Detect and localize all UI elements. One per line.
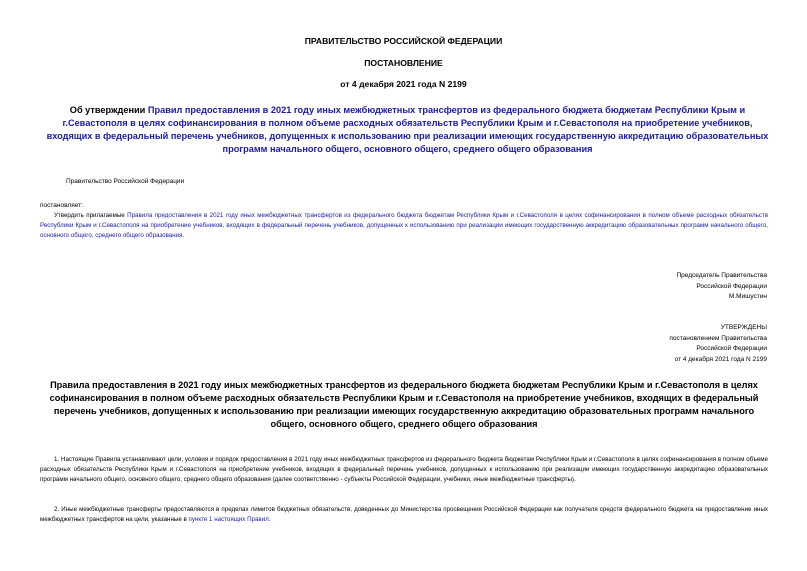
paragraph-2 [40, 505, 768, 525]
paragraph-2-suffix: . [268, 516, 271, 523]
approve-suffix: . [182, 232, 185, 239]
approved-label: УТВЕРЖДЕНЫ [720, 324, 767, 331]
signature-title: Председатель Правительства [676, 272, 767, 279]
decides-text: постановляет: [40, 202, 83, 209]
government-title: ПРАВИТЕЛЬСТВО РОССИЙСКОЙ ФЕДЕРАЦИИ [304, 36, 503, 46]
rules-link[interactable]: Правил предоставления в 2021 году иных межбюджетных трансфертов из федерального бюджета бюджетам Республики Крым и г.Севастополя в целях софинансирования в полном объеме расходных обязательств Республики Крым и г.Севастополя на приобретение учебников, входящих в федеральный перечень учебников, допущенных к использованию при реализации имеющих государственную аккредитацию образовательных программ начального общего, основного общего, среднего общего образования [46, 105, 769, 154]
approve-paragraph [40, 211, 768, 241]
signature-name: М.Мишустин [728, 293, 767, 300]
paragraph-1: 1. Настоящие Правила устанавливают цели, условия и порядок предоставления в 2021 году иных межбюджетных трансфертов из федерального бюджета бюджетам Республики Крым и г.Севастополя в целях софинансирования в полном объеме расходных обязательств Республики Крым и г.Севастополя на приобретение учебников, входящих в федеральный перечень учебников, допущенных к использованию при реализации имеющих государственную аккредитацию образовательных программ начального общего, основного общего, среднего общего образования (далее соответственно - субъекты Российской Федерации, учебники, иные межбюджетные трансферты). [40, 456, 768, 483]
document-type: ПОСТАНОВЛЕНИЕ [364, 58, 443, 68]
approved-rules-link[interactable]: Правила предоставления в 2021 году иных межбюджетных трансфертов из федерального бюджета бюджетам Республики Крым и г.Севастополя в целях софинансирования в полном объеме расходных обязательств Республики Крым и г.Севастополя на приобретение учебников, входящих в федеральный перечень учебников, допущенных к использованию при реализации имеющих государственную аккредитацию образовательных программ начального общего, основного общего, среднего общего образования [40, 212, 769, 239]
approval-stamp [669, 323, 767, 365]
approved-date: от 4 декабря 2021 года N 2199 [674, 355, 767, 363]
approve-prefix: Утвердить прилагаемые [54, 212, 128, 219]
signature-org: Российской Федерации [696, 282, 767, 290]
point-1-link[interactable]: пункте 1 настоящих Правил [188, 516, 269, 523]
signature-block [676, 271, 767, 303]
decree-heading-prefix: Об утверждении [69, 105, 148, 115]
document-date: от 4 декабря 2021 года N 2199 [340, 79, 467, 89]
approved-org: Российской Федерации [696, 345, 767, 352]
approved-by: постановлением Правительства [669, 334, 767, 342]
rules-title: Правила предоставления в 2021 году иных межбюджетных трансфертов из федерального бюджета бюджетам Республики Крым и г.Севастополя в целях софинансирования в полном объеме расходных обязательств Республики Крым и г.Севастополя на приобретение учебников, входящих в федеральный перечень учебников, допущенных к использованию при реализации имеющих государственную аккредитацию образовательных программ начального общего, основного общего, среднего общего образования [49, 380, 759, 429]
issuer: Правительство Российской Федерации [66, 178, 185, 185]
paragraph-2-text: 2. Иные межбюджетные трансферты предоставляются в пределах лимитов бюджетных обязательств, доведенных до Министерства просвещения Российской Федерации как получателя средств федерального бюджета на предоставление иных межбюджетных трансфертов на цели, указанные в [40, 506, 768, 523]
decree-heading [40, 104, 775, 156]
